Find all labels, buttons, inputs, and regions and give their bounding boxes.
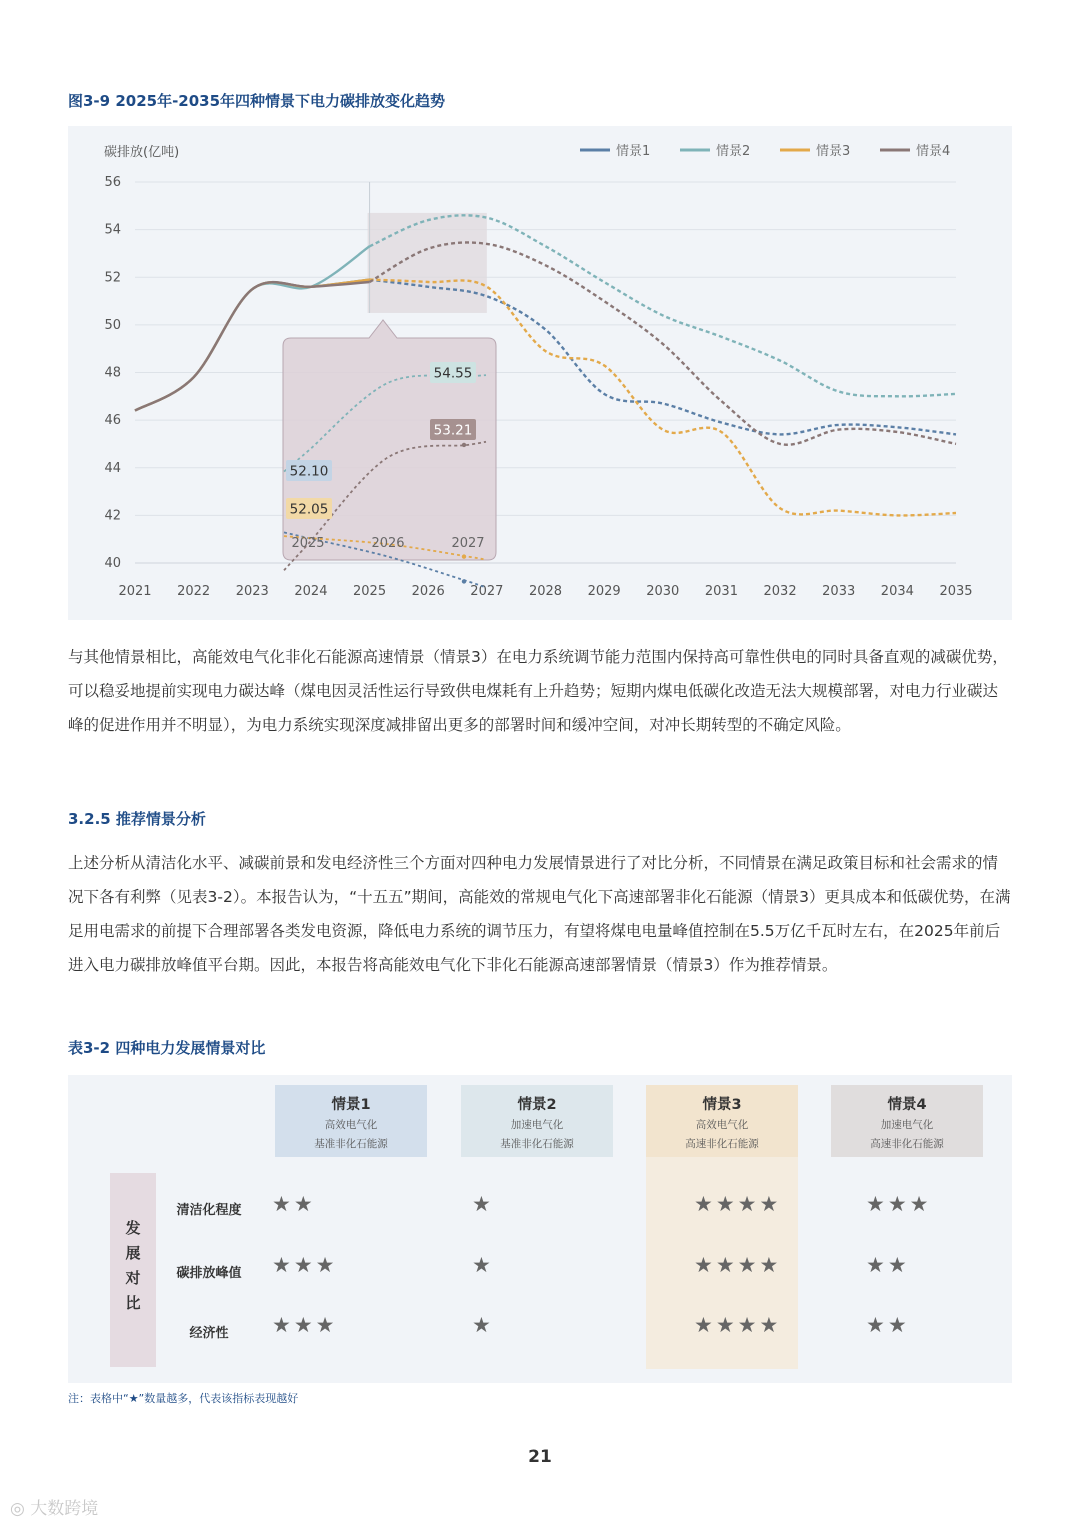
x-tick-label: 2033 (822, 584, 856, 599)
star-rating: ★★ (866, 1253, 910, 1277)
inset-x-label: 2027 (451, 536, 485, 551)
scenario-desc: 加速电气化 (510, 1119, 564, 1131)
star-rating: ★★★★ (694, 1313, 782, 1337)
y-tick-label: 50 (104, 317, 121, 333)
page-number: 21 (528, 1447, 552, 1467)
scenario-desc: 高速非化石能源 (685, 1138, 759, 1150)
star-rating: ★★ (866, 1313, 910, 1337)
section-title: 3.2.5 推荐情景分析 (68, 810, 206, 828)
x-tick-label: 2030 (646, 584, 680, 599)
inset-value-label: 53.21 (433, 422, 473, 439)
y-tick-label: 54 (104, 222, 121, 238)
y-tick-label: 44 (104, 460, 121, 476)
scenario-desc: 基准非化石能源 (314, 1138, 388, 1150)
star-rating: ★★★★ (694, 1192, 782, 1216)
inset-x-label: 2026 (371, 536, 405, 551)
y-tick-label: 48 (104, 365, 121, 381)
x-tick-label: 2021 (118, 584, 152, 599)
scenario-desc: 加速电气化 (880, 1119, 934, 1131)
scenario-name: 情景4 (887, 1097, 927, 1113)
star-rating: ★★★★ (694, 1253, 782, 1277)
star-rating: ★★★ (272, 1253, 338, 1277)
y-tick-label: 52 (104, 270, 121, 286)
table-note: 注：表格中“★”数量越多，代表该指标表现越好 (68, 1392, 299, 1405)
inset-value-label: 52.05 (289, 501, 329, 518)
legend-label: 情景3 (816, 144, 851, 159)
highlight-band (368, 213, 487, 313)
scenario-desc: 高速非化石能源 (870, 1138, 944, 1150)
y-axis-label: 碳排放(亿吨) (104, 145, 180, 160)
star-rating: ★ (472, 1313, 494, 1337)
scenario-header-1 (275, 1085, 427, 1157)
x-tick-label: 2027 (470, 584, 504, 599)
star-rating: ★ (472, 1192, 494, 1216)
scenario-desc: 高效电气化 (324, 1119, 378, 1131)
x-tick-label: 2032 (763, 584, 797, 599)
inset-point (462, 579, 466, 583)
scenario-name: 情景1 (331, 1097, 371, 1113)
scenario-header-4 (831, 1085, 983, 1157)
y-tick-label: 56 (104, 175, 121, 190)
row-label-economy: 经济性 (189, 1326, 229, 1341)
legend-label: 情景1 (616, 144, 651, 159)
scenario-name: 情景2 (517, 1097, 557, 1113)
y-tick-label: 46 (104, 413, 121, 429)
paragraph-comparison: 与其他情景相比，高能效电气化非化石能源高速情景（情景3）在电力系统调节能力范围内保持高可靠性供电的同时具备直观的减碳优势，可以稳妥地提前实现电力碳达峰（煤电因灵活性运行导致供电煤耗有上升趋势；短期内煤电低碳化改造无法大规模部署，对电力行业碳达峰的促进作用并不明显），为电力系统实现深度减排留出更多的部署时间和缓冲空间，对冲长期转型的不确定风险。 (68, 648, 1008, 734)
watermark (10, 1494, 98, 1519)
star-rating: ★★ (272, 1192, 316, 1216)
scenario-desc: 高效电气化 (695, 1119, 749, 1131)
x-tick-label: 2022 (177, 584, 211, 599)
legend-label: 情景2 (716, 144, 751, 159)
table-title: 表3-2 四种电力发展情景对比 (68, 1039, 266, 1057)
zoom-inset (283, 320, 496, 588)
inset-point (462, 554, 466, 558)
x-tick-label: 2034 (880, 584, 914, 599)
weibo-logo-icon: ◎ (10, 1499, 25, 1519)
x-tick-label: 2029 (587, 584, 621, 599)
y-tick-label: 40 (104, 556, 121, 571)
chart-panel (68, 126, 1012, 620)
x-tick-label: 2023 (235, 584, 269, 599)
scenario-header-3 (646, 1085, 798, 1157)
x-tick-label: 2025 (353, 584, 387, 599)
paragraph-recommendation: 上述分析从清洁化水平、减碳前景和发电经济性三个方面对四种电力发展情景进行了对比分析，不同情景在满足政策目标和社会需求的情况下各有利弊（见表3-2）。本报告认为，“十五五”期间，高能效的常规电气化下高速部署非化石能源（情景3）更具成本和低碳优势，在满足用电需求的前提下合理部署各类发电资源，降低电力系统的调节压力，有望将煤电电量峰值控制在5.5万亿千瓦时左右，在2025年前后进入电力碳排放峰值平台期。因此，本报告将高能效电气化下非化石能源高速部署情景（情景3）作为推荐情景。 (68, 854, 1011, 974)
scenario-desc: 基准非化石能源 (500, 1138, 574, 1150)
row-group-label-text: 发展对比 (123, 1220, 142, 1320)
watermark-text: 大数跨境 (30, 1499, 99, 1519)
x-tick-label: 2024 (294, 584, 328, 599)
x-tick-label: 2026 (411, 584, 445, 599)
legend-label: 情景4 (916, 144, 951, 159)
scenario-header-2 (461, 1085, 613, 1157)
star-rating: ★★★ (272, 1313, 338, 1337)
inset-x-label: 2025 (291, 536, 325, 551)
row-label-cleanliness: 清洁化程度 (176, 1203, 242, 1218)
inset-value-label: 54.55 (433, 365, 473, 382)
comparison-table (68, 1075, 1012, 1383)
row-label-emission-peak: 碳排放峰值 (176, 1266, 242, 1281)
x-tick-label: 2031 (704, 584, 738, 599)
emissions-line-chart (68, 126, 1012, 620)
figure-title: 图3-9 2025年-2035年四种情景下电力碳排放变化趋势 (68, 92, 446, 110)
inset-value-label: 52.10 (289, 463, 329, 480)
star-rating: ★ (472, 1253, 494, 1277)
y-tick-label: 42 (104, 508, 121, 524)
x-tick-label: 2028 (528, 584, 563, 599)
inset-point (462, 443, 466, 447)
star-rating: ★★★ (866, 1192, 932, 1216)
row-group-label (110, 1173, 156, 1367)
x-tick-label: 2035 (939, 584, 973, 599)
scenario-name: 情景3 (702, 1097, 742, 1113)
